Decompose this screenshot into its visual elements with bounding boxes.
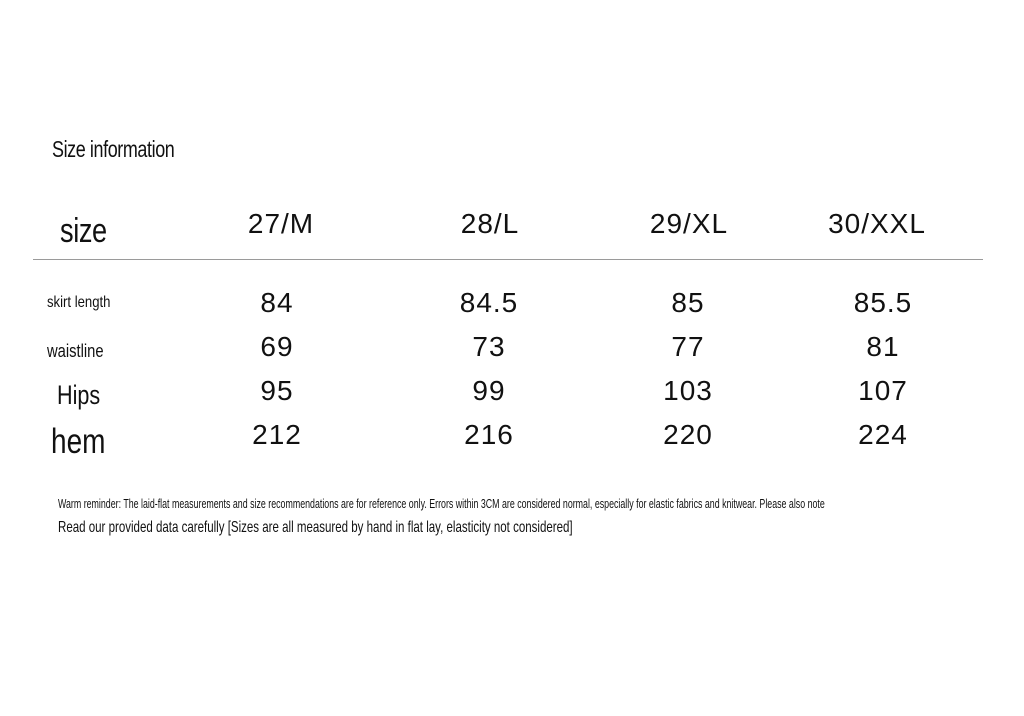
table-cell: 212 [252, 419, 302, 450]
table-cell: 224 [858, 419, 908, 450]
warm-reminder-note: Warm reminder: The laid-flat measurements and size recommendations are for reference only. Errors within 3CM are considered normal, especially for elastic fabrics and knitwear. Please also note [58, 496, 825, 511]
table-cell: 95 [260, 375, 294, 406]
table-cell: 81 [866, 331, 900, 362]
table-cell: 85 [671, 287, 705, 318]
table-cell: 69 [260, 331, 294, 362]
table-cell: 103 [663, 375, 713, 406]
size-header-label: size [60, 212, 107, 250]
row-label-skirt-length: skirt length [47, 294, 111, 311]
column-header-30xxl: 30/XXL [828, 208, 926, 239]
row-label-hips: Hips [57, 380, 101, 410]
column-header-27m: 27/M [247, 208, 315, 239]
measurement-note: Read our provided data carefully [Sizes are all measured by hand in flat lay, elasticity not considered] [58, 519, 573, 536]
table-cell: 77 [671, 331, 705, 362]
table-cell: 220 [663, 419, 713, 450]
table-cell: 84.5 [459, 287, 519, 318]
table-cell: 73 [472, 331, 506, 362]
table-cell: 85.5 [853, 287, 913, 318]
table-cell: 99 [472, 375, 506, 406]
table-cell: 107 [858, 375, 908, 406]
row-label-waistline: waistline [47, 341, 104, 361]
row-label-hem: hem [51, 422, 106, 461]
size-information-title: Size information [52, 136, 175, 162]
table-cell: 84 [260, 287, 294, 318]
header-divider [33, 259, 983, 260]
column-header-29xl: 29/XL [649, 208, 729, 239]
column-header-28l: 28/L [460, 208, 520, 239]
table-cell: 216 [464, 419, 514, 450]
